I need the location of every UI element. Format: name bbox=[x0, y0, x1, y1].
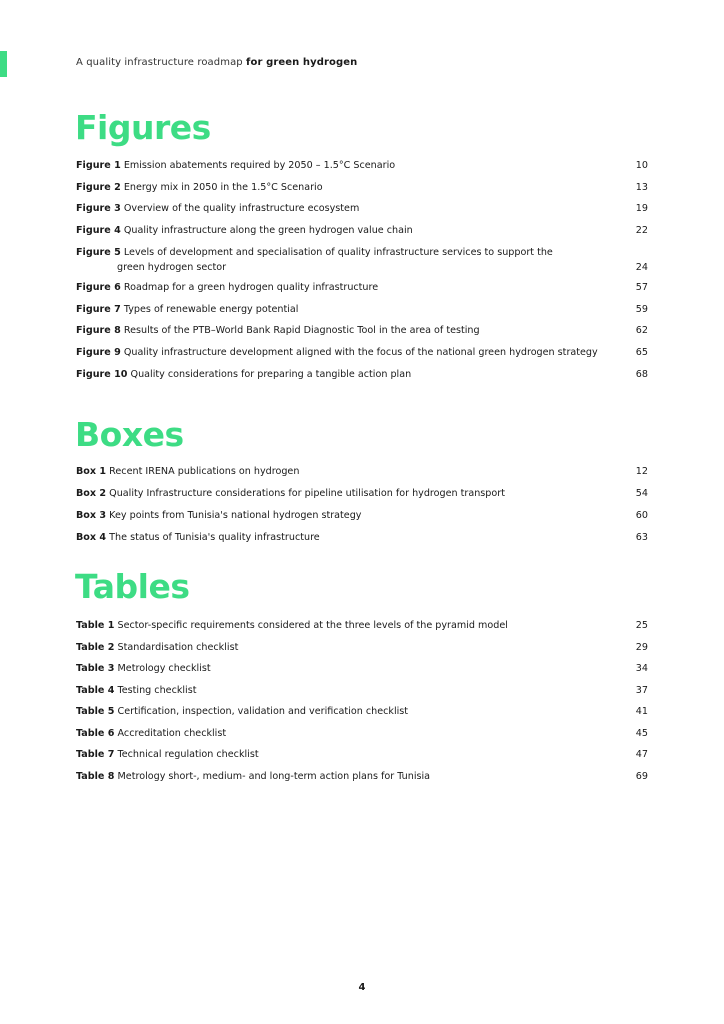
toc-entry-box-4[interactable] bbox=[76, 530, 648, 545]
toc-entry-table-2[interactable] bbox=[76, 640, 648, 655]
entry-page: 13 bbox=[635, 182, 648, 193]
entry-label: Table 6 bbox=[76, 728, 115, 739]
toc-entry-figure-4[interactable] bbox=[76, 223, 648, 238]
header-suffix: for green hydrogen bbox=[246, 57, 358, 68]
entry-title: Recent IRENA publications on hydrogen bbox=[109, 466, 300, 477]
entry-label: Figure 1 bbox=[76, 160, 121, 171]
toc-entry-figure-3[interactable] bbox=[76, 201, 648, 216]
toc-entry-figure-5[interactable] bbox=[76, 245, 648, 275]
entry-label: Table 1 bbox=[76, 620, 115, 631]
entry-page: 60 bbox=[635, 510, 648, 521]
accent-bar bbox=[0, 51, 7, 77]
entry-page: 69 bbox=[635, 771, 648, 782]
entry-label: Box 2 bbox=[76, 488, 107, 499]
entry-title: Roadmap for a green hydrogen quality infrastructure bbox=[123, 282, 379, 293]
entry-label: Figure 6 bbox=[76, 282, 121, 293]
toc-entry-table-7[interactable] bbox=[76, 747, 648, 762]
entry-title: Metrology checklist bbox=[117, 663, 211, 674]
entry-title: Quality infrastructure development aligned with the focus of the national green hydrogen strategy bbox=[123, 347, 598, 358]
entry-page: 59 bbox=[635, 304, 648, 315]
entry-title: Levels of development and specialisation of quality infrastructure services to support the bbox=[123, 247, 553, 258]
entry-page: 19 bbox=[635, 203, 648, 214]
entry-page: 22 bbox=[635, 225, 648, 236]
entry-label: Figure 4 bbox=[76, 225, 121, 236]
entry-title: Certification, inspection, validation and verification checklist bbox=[117, 706, 409, 717]
entry-title: Quality considerations for preparing a tangible action plan bbox=[130, 369, 412, 380]
entry-title: Results of the PTB–World Bank Rapid Diagnostic Tool in the area of testing bbox=[123, 325, 480, 336]
entry-title: Testing checklist bbox=[117, 685, 197, 696]
toc-entry-figure-7[interactable] bbox=[76, 302, 648, 317]
entry-label: Box 3 bbox=[76, 510, 107, 521]
entry-title: Quality infrastructure along the green hydrogen value chain bbox=[123, 225, 413, 236]
entry-title: Technical regulation checklist bbox=[117, 749, 259, 760]
entry-title: Key points from Tunisia's national hydrogen strategy bbox=[109, 510, 362, 521]
entry-label: Box 1 bbox=[76, 466, 107, 477]
entry-title-continued: green hydrogen sector bbox=[117, 262, 227, 273]
entry-title: Accreditation checklist bbox=[117, 728, 227, 739]
toc-entry-figure-8[interactable] bbox=[76, 323, 648, 338]
toc-entry-figure-6[interactable] bbox=[76, 280, 648, 295]
entry-page: 41 bbox=[635, 706, 648, 717]
header-prefix: A quality infrastructure roadmap bbox=[76, 57, 243, 68]
entry-title: Energy mix in 2050 in the 1.5°C Scenario bbox=[123, 182, 323, 193]
toc-entry-table-5[interactable] bbox=[76, 704, 648, 719]
tables-heading: Tables bbox=[75, 567, 190, 606]
toc-entry-box-1[interactable] bbox=[76, 464, 648, 479]
entry-page: 29 bbox=[635, 642, 648, 653]
toc-entry-figure-10[interactable] bbox=[76, 367, 648, 382]
entry-label: Figure 5 bbox=[76, 247, 121, 258]
entry-label: Figure 3 bbox=[76, 203, 121, 214]
entry-page: 65 bbox=[635, 347, 648, 358]
toc-entry-table-8[interactable] bbox=[76, 769, 648, 784]
entry-page: 24 bbox=[635, 262, 648, 273]
boxes-heading: Boxes bbox=[75, 415, 184, 454]
entry-page: 62 bbox=[635, 325, 648, 336]
entry-page: 25 bbox=[635, 620, 648, 631]
entry-page: 37 bbox=[635, 685, 648, 696]
entry-label: Figure 2 bbox=[76, 182, 121, 193]
entry-label: Box 4 bbox=[76, 532, 107, 543]
toc-entry-table-3[interactable] bbox=[76, 661, 648, 676]
entry-label: Table 3 bbox=[76, 663, 115, 674]
entry-page: 63 bbox=[635, 532, 648, 543]
entry-page: 68 bbox=[635, 369, 648, 380]
entry-label: Table 7 bbox=[76, 749, 115, 760]
entry-label: Table 8 bbox=[76, 771, 115, 782]
entry-page: 54 bbox=[635, 488, 648, 499]
entry-page: 45 bbox=[635, 728, 648, 739]
entry-page: 47 bbox=[635, 749, 648, 760]
entry-title: Types of renewable energy potential bbox=[123, 304, 299, 315]
toc-entry-box-2[interactable] bbox=[76, 486, 648, 501]
entry-title: Emission abatements required by 2050 – 1.5°C Scenario bbox=[123, 160, 396, 171]
toc-entry-table-6[interactable] bbox=[76, 726, 648, 741]
entry-label: Figure 8 bbox=[76, 325, 121, 336]
running-header bbox=[76, 57, 357, 68]
entry-title: The status of Tunisia's quality infrastructure bbox=[109, 532, 320, 543]
entry-title: Overview of the quality infrastructure ecosystem bbox=[123, 203, 360, 214]
entry-label: Figure 10 bbox=[76, 369, 128, 380]
entry-page: 34 bbox=[635, 663, 648, 674]
toc-entry-figure-2[interactable] bbox=[76, 180, 648, 195]
entry-page: 10 bbox=[635, 160, 648, 171]
entry-label: Table 2 bbox=[76, 642, 115, 653]
entry-label: Table 5 bbox=[76, 706, 115, 717]
entry-title: Metrology short-, medium- and long-term action plans for Tunisia bbox=[117, 771, 431, 782]
toc-entry-figure-1[interactable] bbox=[76, 158, 648, 173]
page-number: 4 bbox=[358, 982, 366, 993]
entry-label: Figure 9 bbox=[76, 347, 121, 358]
entry-title: Sector-specific requirements considered at the three levels of the pyramid model bbox=[117, 620, 508, 631]
entry-page: 12 bbox=[635, 466, 648, 477]
toc-entry-table-1[interactable] bbox=[76, 618, 648, 633]
toc-entry-table-4[interactable] bbox=[76, 683, 648, 698]
entry-title: Quality Infrastructure considerations for pipeline utilisation for hydrogen transport bbox=[109, 488, 505, 499]
entry-label: Figure 7 bbox=[76, 304, 121, 315]
entry-title: Standardisation checklist bbox=[117, 642, 239, 653]
toc-entry-box-3[interactable] bbox=[76, 508, 648, 523]
entry-label: Table 4 bbox=[76, 685, 115, 696]
toc-entry-figure-9[interactable] bbox=[76, 345, 648, 360]
entry-page: 57 bbox=[635, 282, 648, 293]
figures-heading: Figures bbox=[75, 108, 211, 147]
